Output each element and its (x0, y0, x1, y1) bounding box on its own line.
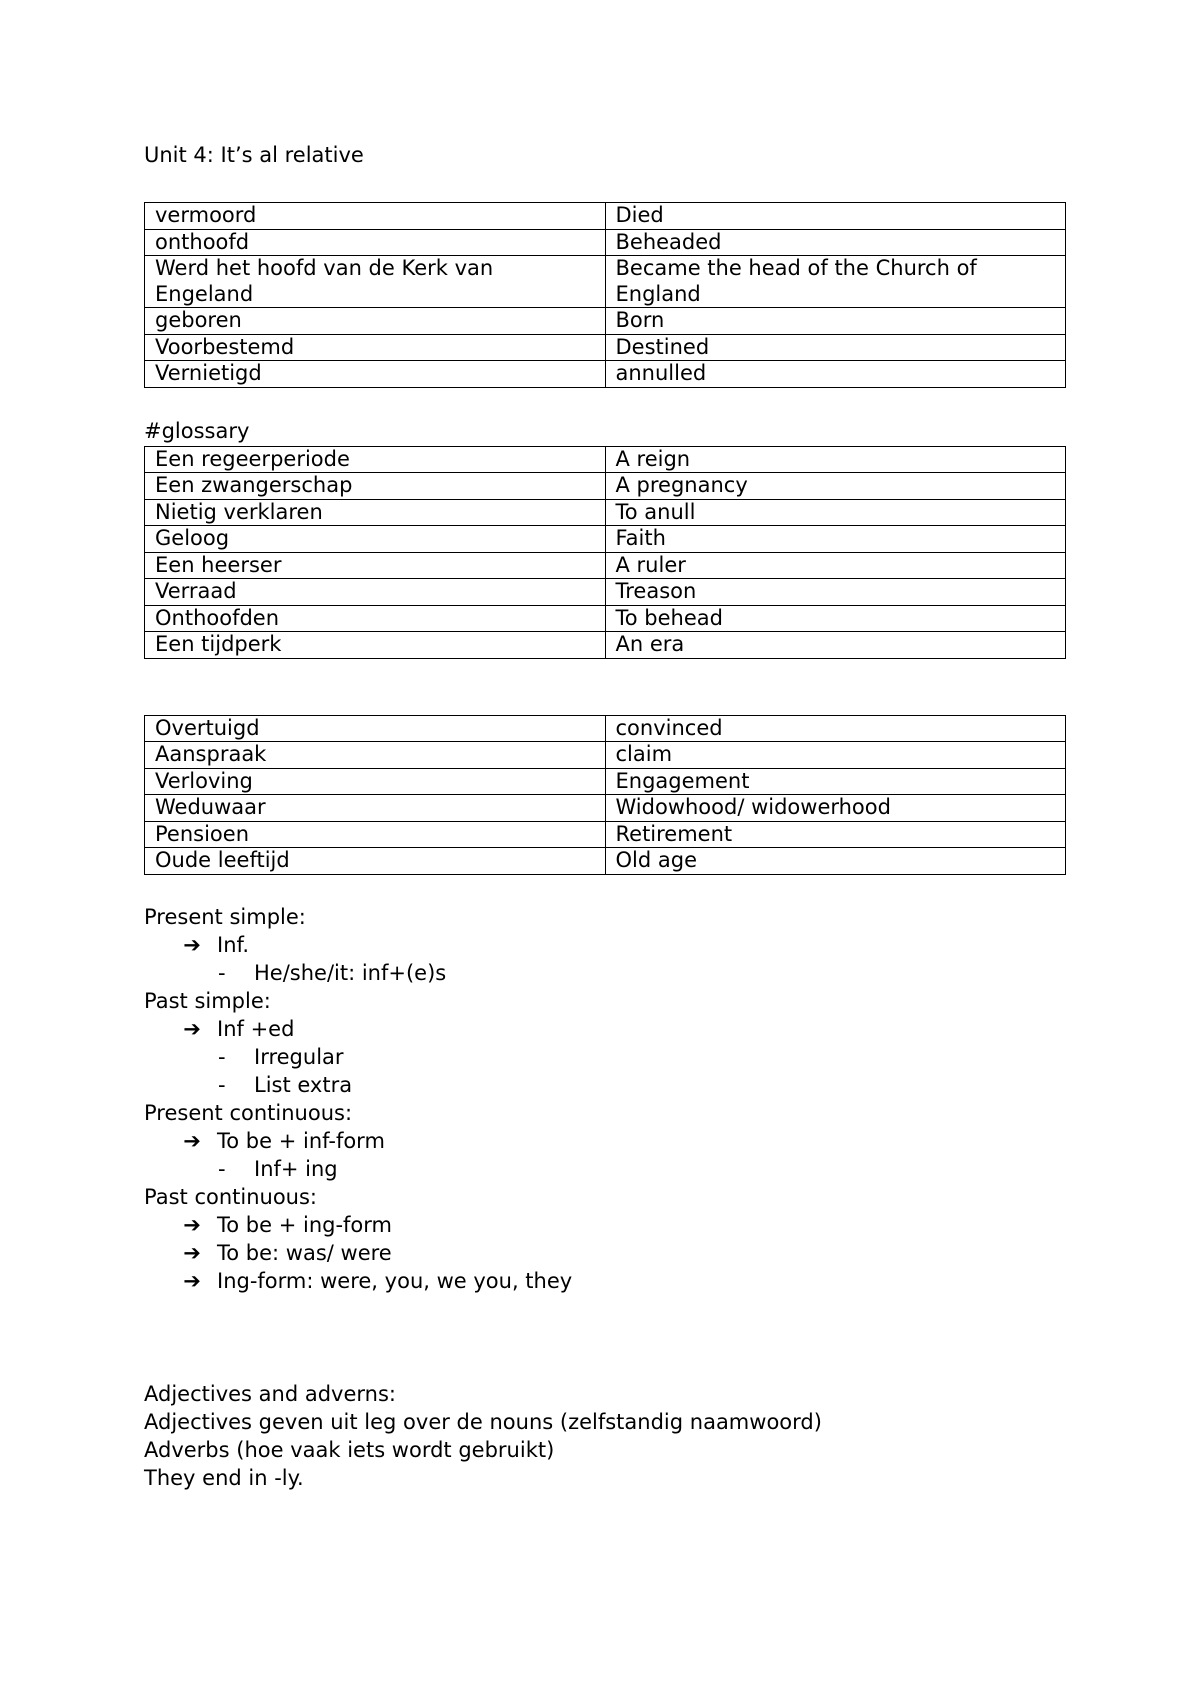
dutch-term: Weduwaar (145, 795, 606, 822)
dutch-term: Verraad (145, 579, 606, 606)
adjectives-explanation: Adjectives geven uit leg over de nouns (zelfstandig naamwoord) (144, 1409, 822, 1434)
dutch-term: Een zwangerschap (145, 473, 606, 500)
dutch-term: Aanspraak (145, 742, 606, 769)
list-item-text: Inf. (217, 932, 250, 957)
dutch-term: Vernietigd (145, 361, 606, 388)
dutch-term: Een regeerperiode (145, 446, 606, 473)
english-term: annulled (605, 361, 1066, 388)
arrow-right-icon: ➔ (183, 1240, 201, 1265)
dutch-term: Nietig verklaren (145, 499, 606, 526)
english-term: Treason (605, 579, 1066, 606)
dutch-term: geboren (145, 308, 606, 335)
table-row (145, 229, 1066, 256)
list-item (144, 1071, 1064, 1099)
document-page (144, 140, 1064, 1492)
table-row (145, 605, 1066, 632)
dutch-term: Oude leeftijd (145, 848, 606, 875)
english-term: A ruler (605, 552, 1066, 579)
table-row (145, 821, 1066, 848)
dutch-term: Werd het hoofd van de Kerk van Engeland (145, 256, 606, 308)
list-item (144, 1239, 1064, 1267)
table-row (145, 579, 1066, 606)
dutch-term: Een heerser (145, 552, 606, 579)
adverbs-explanation: Adverbs (hoe vaak iets wordt gebruikt) (144, 1437, 555, 1462)
table-row (145, 848, 1066, 875)
dash-icon: - (218, 960, 226, 985)
spacer (144, 1295, 1064, 1380)
english-term: A reign (605, 446, 1066, 473)
list-item (144, 1267, 1064, 1295)
list-item-text: List extra (254, 1072, 353, 1097)
document-title: Unit 4: It’s al relative (144, 143, 364, 167)
dash-icon: - (218, 1156, 226, 1181)
arrow-right-icon: ➔ (183, 1016, 201, 1041)
english-term: To behead (605, 605, 1066, 632)
arrow-right-icon: ➔ (183, 932, 201, 957)
list-item-text: Inf+ ing (254, 1156, 338, 1181)
table-row (145, 446, 1066, 473)
dutch-term: onthoofd (145, 229, 606, 256)
dutch-term: Pensioen (145, 821, 606, 848)
list-item-text: Irregular (254, 1044, 344, 1069)
english-term: A pregnancy (605, 473, 1066, 500)
past-continuous-heading: Past continuous: (144, 1184, 318, 1209)
dutch-term: Overtuigd (145, 715, 606, 742)
arrow-right-icon: ➔ (183, 1268, 201, 1293)
table-row (145, 256, 1066, 308)
english-term: Old age (605, 848, 1066, 875)
english-term: Beheaded (605, 229, 1066, 256)
table-row (145, 361, 1066, 388)
english-term: convinced (605, 715, 1066, 742)
table-row (145, 768, 1066, 795)
english-term: Destined (605, 334, 1066, 361)
vocabulary-table-3 (144, 715, 1066, 875)
dutch-term: Een tijdperk (145, 632, 606, 659)
adverbs-ending-note: They end in -ly. (144, 1465, 304, 1490)
english-term: Faith (605, 526, 1066, 553)
list-item (144, 1155, 1064, 1183)
english-term: Retirement (605, 821, 1066, 848)
list-item-text: To be + ing-form (217, 1212, 392, 1237)
arrow-right-icon: ➔ (183, 1212, 201, 1237)
table-row (145, 795, 1066, 822)
past-simple-heading: Past simple: (144, 988, 271, 1013)
table-row (145, 632, 1066, 659)
dutch-term: Verloving (145, 768, 606, 795)
english-term: An era (605, 632, 1066, 659)
present-continuous-heading: Present continuous: (144, 1100, 353, 1125)
list-item-text: To be + inf-form (217, 1128, 385, 1153)
table-row (145, 473, 1066, 500)
arrow-right-icon: ➔ (183, 1128, 201, 1153)
english-term: Widowhood/ widowerhood (605, 795, 1066, 822)
list-item-text: Ing-form: were, you, we you, they (217, 1268, 573, 1293)
dutch-term: Voorbestemd (145, 334, 606, 361)
list-item (144, 1211, 1064, 1239)
table-row (145, 334, 1066, 361)
table-row (145, 526, 1066, 553)
list-item-text: He/she/it: inf+(e)s (254, 960, 447, 985)
list-item-text: Inf +ed (217, 1016, 295, 1041)
table-row (145, 203, 1066, 230)
english-term: claim (605, 742, 1066, 769)
glossary-label: #glossary (144, 418, 250, 443)
table-row (145, 552, 1066, 579)
english-term: Died (605, 203, 1066, 230)
list-item (144, 1127, 1064, 1155)
english-term: Became the head of the Church of England (605, 256, 1066, 308)
glossary-table (144, 446, 1066, 659)
dash-icon: - (218, 1072, 226, 1097)
dutch-term: vermoord (145, 203, 606, 230)
present-simple-heading: Present simple: (144, 904, 306, 929)
list-item (144, 959, 1064, 987)
english-term: Born (605, 308, 1066, 335)
adjectives-heading: Adjectives and adverns: (144, 1381, 396, 1406)
grammar-notes (144, 903, 1064, 1492)
english-term: Engagement (605, 768, 1066, 795)
table-row (145, 499, 1066, 526)
table-row (145, 308, 1066, 335)
dutch-term: Onthoofden (145, 605, 606, 632)
table-row (145, 742, 1066, 769)
dash-icon: - (218, 1044, 226, 1069)
list-item (144, 931, 1064, 959)
list-item (144, 1043, 1064, 1071)
english-term: To anull (605, 499, 1066, 526)
dutch-term: Geloog (145, 526, 606, 553)
list-item-text: To be: was/ were (217, 1240, 392, 1265)
vocabulary-table-1 (144, 202, 1066, 388)
table-row (145, 715, 1066, 742)
list-item (144, 1015, 1064, 1043)
